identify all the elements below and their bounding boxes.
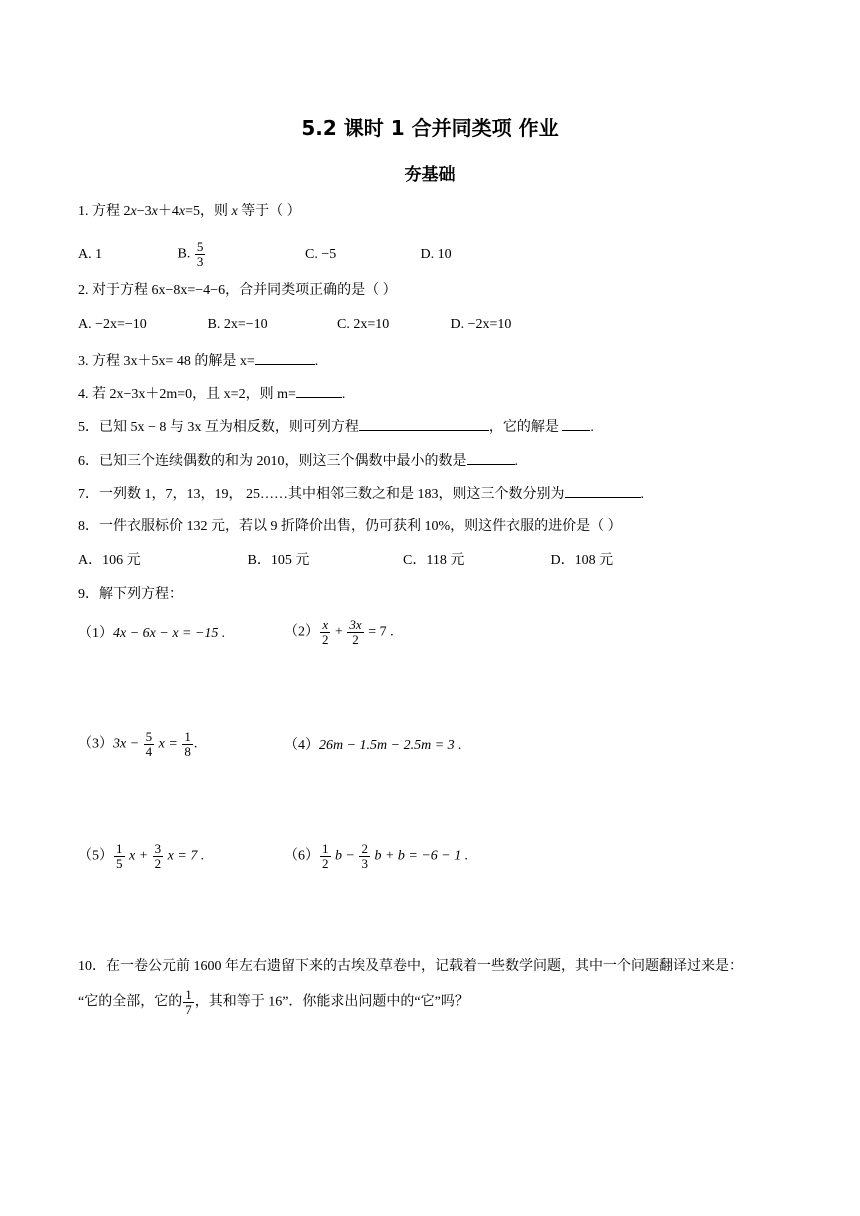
question-10-line-2: “它的全部，它的 $\frac{1}{7}$ ，其和等于 16”．你能求出问题中的“它”吗？ [78, 987, 469, 1017]
option-c: C. 2x=10 [337, 317, 390, 332]
option-b: B．105 元 [247, 553, 310, 568]
option-b: B. 2x=−10 [207, 317, 268, 332]
fraction: $\frac{5}{3}$ [196, 239, 204, 269]
question-6: 6．已知三个连续偶数的和为 2010，则这三个偶数中最小的数是 . [78, 454, 518, 469]
question-10-line-1: 10．在一卷公元前 1600 年左右遗留下来的古埃及草卷中，记载着一些数学问题，其中一个问题翻译过来是： [78, 959, 743, 974]
question-2-options [78, 316, 511, 334]
option-d: D．108 元 [550, 553, 614, 568]
option-c: C．118 元 [403, 553, 465, 568]
question-3: 3. 方程 3x＋5x= 48 的解是 x= . [78, 354, 319, 369]
question-1: 1. 方程 2x−3x＋4x=5，则 x 等于（ ） [78, 204, 301, 219]
question-1-options [78, 240, 452, 269]
equation-6: （6） $\frac{1}{2}$ b − $\frac{2}{3}$ b + b = −6 − 1 . [284, 841, 469, 871]
option-a: A．106 元 [78, 553, 141, 568]
answer-blank [562, 418, 590, 431]
page-title: 5.2 课时 1 合并同类项 作业 [301, 116, 559, 140]
question-8-options [78, 552, 613, 570]
equation-5: （5） $\frac{1}{5}$ x + $\frac{3}{2}$ x = 7 . [78, 841, 205, 871]
option-a: A. 1 [78, 246, 103, 262]
question-7: 7．一列数 1，7，13，19， 25……其中相邻三数之和是 183，则这三个数分别为 . [78, 487, 644, 502]
option-a: A. −2x=−10 [78, 317, 147, 332]
answer-blank [296, 385, 342, 398]
question-5: 5．已知 5x − 8 与 3x 互为相反数，则可列方程 ，它的解是 . [78, 420, 594, 435]
question-2: 2. 对于方程 6x−8x=−4−6，合并同类项正确的是（ ） [78, 283, 397, 298]
equation-3: （3）3x − $\frac{5}{4}$ x = $\frac{1}{8}$ . [78, 729, 198, 759]
option-d: D. 10 [420, 246, 452, 262]
answer-blank [255, 352, 315, 365]
equation-2: （2） $\frac{x}{2}$ + $\frac{3x}{2}$ = 7 . [284, 617, 394, 647]
equation-1: （1）4x − 6x − x = −15 . [78, 626, 226, 641]
question-4: 4. 若 2x−3x＋2m=0，且 x=2，则 m= . [78, 387, 346, 402]
answer-blank [467, 452, 515, 465]
question-8: 8．一件衣服标价 132 元，若以 9 折降价出售，仍可获利 10%，则这件衣服的进价是（ ） [78, 519, 622, 534]
question-9: 9．解下列方程： [78, 587, 183, 602]
option-c: C. −5 [305, 246, 337, 262]
option-b: B. $\frac{5}{3}$ [177, 239, 204, 269]
answer-blank [359, 418, 489, 431]
option-d: D. −2x=10 [450, 317, 512, 332]
answer-blank [565, 485, 641, 498]
equation-4: （4）26m − 1.5m − 2.5m = 3 . [284, 738, 462, 753]
section-title: 夯基础 [404, 165, 456, 185]
